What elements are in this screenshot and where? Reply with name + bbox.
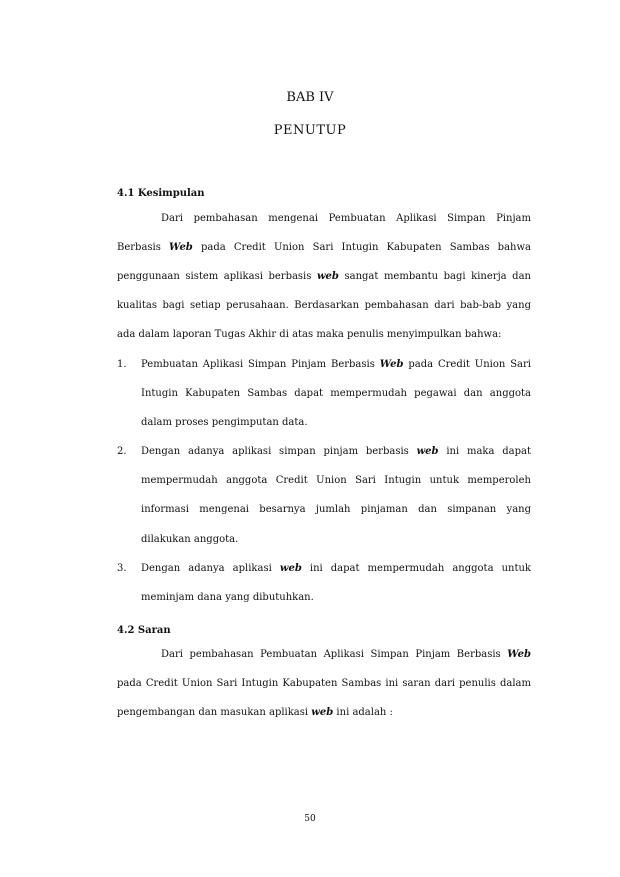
chapter-label: BAB IV <box>286 90 334 105</box>
text-run: Dengan adanya aplikasi simpan pinjam berbasis <box>141 446 417 458</box>
list-item <box>117 350 531 437</box>
chapter-title: PENUTUP <box>273 123 347 138</box>
emphasis-term: Web <box>169 242 193 254</box>
text-run: ini maka dapat mempermudah anggota Credit Union Sari Intugin untuk memperoleh informasi mengenai besarnya jumlah pinjaman dan simpanan yang dilakukan anggota. <box>141 446 531 545</box>
text-run: ini dapat mempermudah anggota untuk meminjam dana yang dibutuhkan. <box>141 562 531 603</box>
page-number: 50 <box>304 814 316 824</box>
list-item <box>117 437 531 553</box>
emphasis-term: web <box>316 271 339 283</box>
text-run: ini adalah : <box>333 707 393 719</box>
text-run: sangat membantu bagi kinerja dan kualitas bagi setiap perusahaan. Berdasarkan pembahasan dari bab-bab yang ada dalam laporan Tugas Akhir di atas maka penulis menyimpulkan bahwa: <box>117 271 531 341</box>
text-run: Dari pembahasan Pembuatan Aplikasi Simpan Pinjam Berbasis <box>161 649 508 660</box>
text-run: pada Credit Union Sari Intugin Kabupaten Sambas bahwa penggunaan sistem aplikasi berbasis <box>117 242 531 283</box>
text-run: pada Credit Union Sari Intugin Kabupaten Sambas ini saran dari penulis dalam pengembangan dan masukan aplikasi <box>117 678 531 719</box>
emphasis-term: web <box>416 446 439 458</box>
section-heading-saran: 4.2 Saran <box>117 625 171 636</box>
emphasis-term: web <box>279 562 302 574</box>
saran-paragraph <box>117 640 531 727</box>
list-number: 2. <box>117 446 127 458</box>
emphasis-term: Web <box>379 359 404 370</box>
list-number: 3. <box>117 562 127 574</box>
text-run: Pembuatan Aplikasi Simpan Pinjam Berbasis <box>141 359 380 370</box>
emphasis-term: Web <box>507 649 531 660</box>
list-item <box>117 554 531 612</box>
conclusion-list <box>117 350 531 612</box>
text-run: Dari pembahasan mengenai Pembuatan Aplikasi Simpan Pinjam Berbasis <box>117 213 531 254</box>
text-run: pada Credit Union Sari Intugin Kabupaten Sambas dapat mempermudah pegawai dan anggota dalam proses pengimputan data. <box>141 359 531 429</box>
list-number: 1. <box>117 359 127 370</box>
text-run: Dengan adanya aplikasi <box>141 562 280 574</box>
kesimpulan-paragraph <box>117 204 531 349</box>
emphasis-term: web <box>311 707 334 719</box>
section-heading-kesimpulan: 4.1 Kesimpulan <box>117 188 205 199</box>
